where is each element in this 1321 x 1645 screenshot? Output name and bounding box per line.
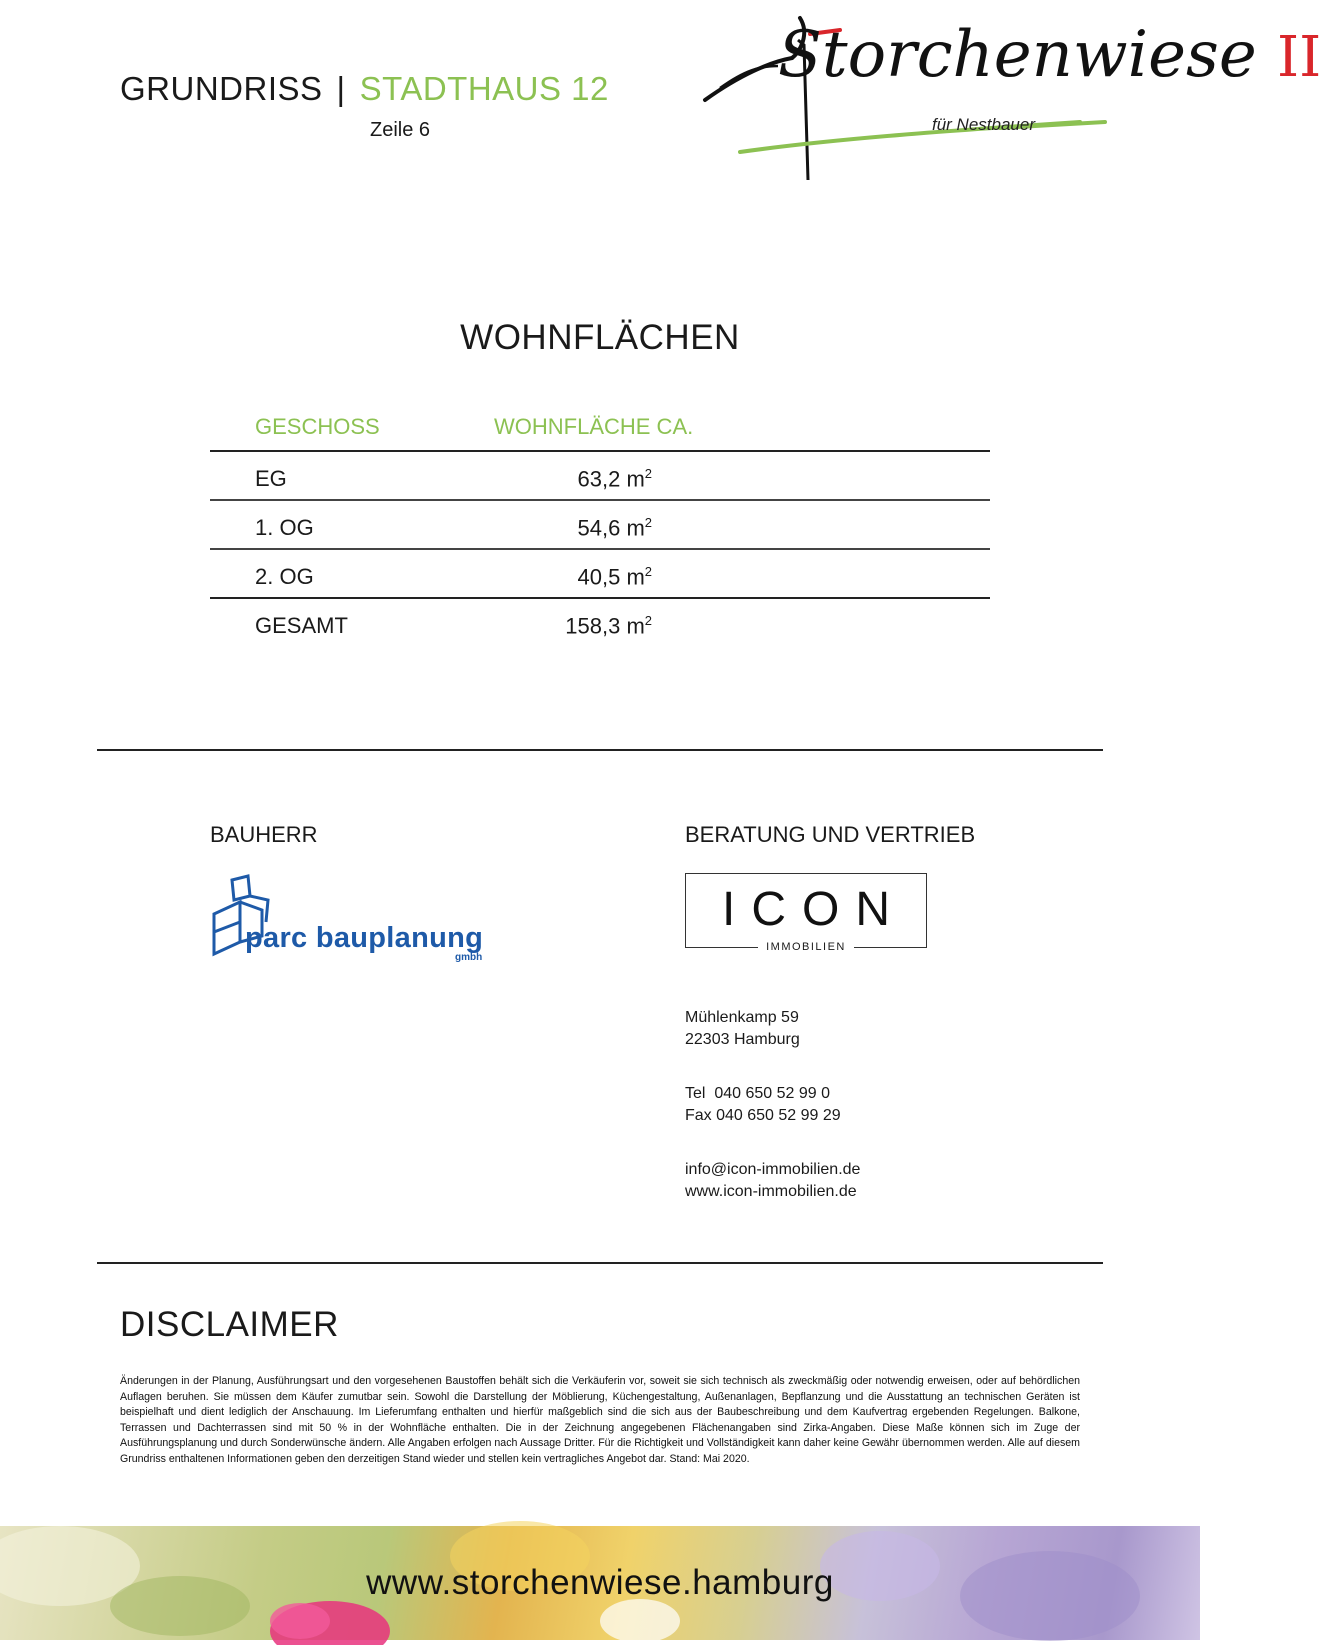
fax-number: Fax 040 650 52 99 29: [685, 1107, 841, 1124]
storchenwiese-logo: [700, 0, 1321, 185]
table-row-rule: [210, 499, 990, 501]
parc-company-name: parc bauplanung: [245, 922, 484, 954]
sales-address: [685, 1007, 800, 1051]
row-subtitle: Zeile 6: [370, 119, 431, 141]
icon-subtitle: IMMOBILIEN: [758, 941, 854, 953]
table-header-rule: [210, 450, 990, 452]
parc-company-suffix: gmbh: [455, 952, 483, 963]
section-divider: [97, 1262, 1103, 1264]
table-row-area: 63,2 $m^2$: [577, 466, 652, 492]
website-link[interactable]: www.icon-immobilien.de: [685, 1183, 857, 1200]
sales-phone: [685, 1083, 841, 1127]
title-separator: |: [336, 70, 346, 107]
logo-numeral: II: [1277, 25, 1321, 90]
table-row-floor: EG: [255, 466, 287, 491]
address-street: Mühlenkamp 59: [685, 1009, 799, 1026]
logo-wordmark: Storchenwiese: [778, 18, 1257, 92]
address-city: 22303 Hamburg: [685, 1031, 800, 1048]
footer-website-url[interactable]: www.storchenwiese.hamburg: [366, 1563, 834, 1602]
table-total-label: GESAMT: [255, 613, 348, 638]
table-row-rule: [210, 548, 990, 550]
disclaimer-text: Änderungen in der Planung, Ausführungsart und den vorgesehenen Baustoffen behält sich die Verkäuferin vor, soweit sie sich technisch als zweckmäßig oder notwendig erweisen, oder auf behördlichen Auflagen beruhen. Sie müssen dem Käufer zumutbar sein. Sowohl die Darstellung der Möblierung, Küchengestaltung, Außenanlagen, Bepflanzung und die Ausstattung an technischen Geräten ist beispielhaft und dient lediglich der Anschauung. Im Lieferumfang enthalten und hierfür maßgeblich sind die sich aus der Baubeschreibung und dem Kaufvertrag ergebenden Regelungen. Balkone, Terrassen und Dachterrassen sind mit 50 % in der Wohnfläche enthalten. Die in der Zeichnung angegebenen Flächenangaben sind Zirka-Angaben. Diese Maße können sich im Zuge der Ausführungsplanung und durch Sonderwünsche ändern. Alle Angaben erfolgen nach Aussage Dritter. Für die Richtigkeit und Vollständigkeit kann daher keine Gewähr übernommen werden. Alle auf diesem Grundriss enthaltenen Informationen geben den derzeitigen Stand wieder und stellen kein vertragliches Angebot dar. Stand: Mai 2020.: [120, 1375, 1080, 1465]
sales-label: BERATUNG UND VERTRIEB: [685, 822, 976, 847]
table-row-area: 40,5 $m^2$: [577, 564, 652, 590]
icon-immobilien-logo: [685, 873, 927, 953]
house-name: STADTHAUS 12: [359, 70, 609, 107]
table-row-floor: 2. OG: [255, 564, 314, 589]
living-area-title: WOHNFLÄCHEN: [460, 318, 740, 357]
table-row-area: 54,6 $m^2$: [577, 515, 652, 541]
parc-bauplanung-logo: [210, 872, 520, 962]
disclaimer-title: DISCLAIMER: [120, 1305, 339, 1344]
logo-tagline: für Nestbauer: [932, 115, 1035, 134]
table-total-area: 158,3 $m^2$: [565, 613, 652, 639]
section-divider: [97, 749, 1103, 751]
document-title: [120, 70, 609, 108]
title-label: GRUNDRISS: [120, 70, 323, 107]
table-row-floor: 1. OG: [255, 515, 314, 540]
icon-wordmark: ICON: [722, 883, 906, 936]
column-header-area: WOHNFLÄCHE CA.: [494, 414, 694, 439]
logo-title: [778, 18, 1321, 92]
table-total-rule: [210, 597, 990, 599]
sales-online: [685, 1159, 860, 1203]
email-link[interactable]: info@icon-immobilien.de: [685, 1161, 861, 1178]
column-header-floor: GESCHOSS: [255, 414, 380, 439]
builder-label: BAUHERR: [210, 822, 318, 847]
phone-number: Tel 040 650 52 99 0: [685, 1085, 831, 1102]
